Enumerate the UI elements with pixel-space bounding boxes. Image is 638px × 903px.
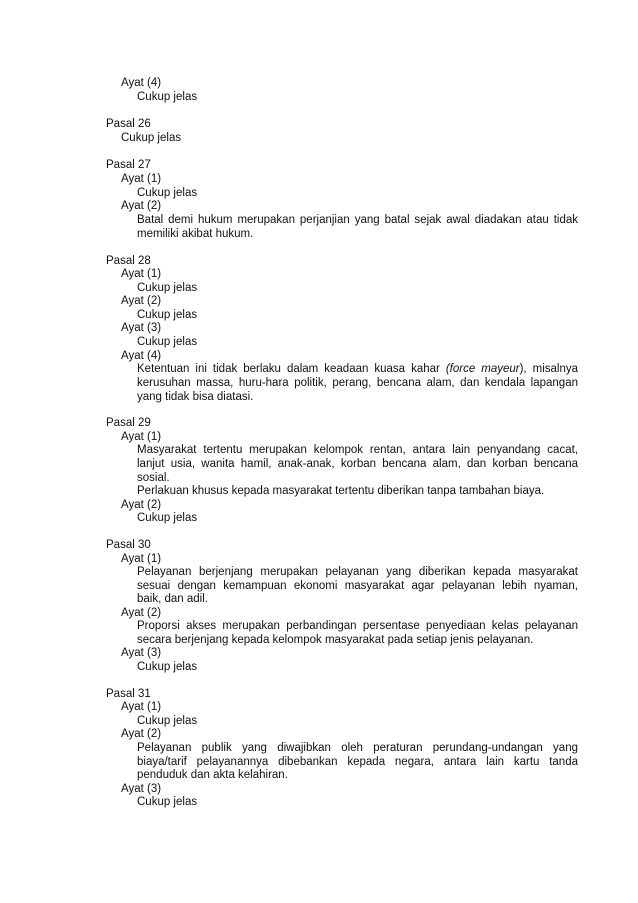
ayat-heading: Ayat (3) bbox=[121, 322, 162, 334]
ayat-text: Cukup jelas bbox=[137, 661, 198, 673]
pasal-text: Cukup jelas bbox=[121, 132, 182, 144]
text-segment: ), misalnya bbox=[519, 363, 578, 375]
ayat-text: Cukup jelas bbox=[137, 187, 198, 199]
ayat-text: Cukup jelas bbox=[137, 282, 198, 294]
pasal-heading: Pasal 30 bbox=[106, 539, 151, 551]
ayat-heading: Ayat (2) bbox=[121, 499, 162, 511]
ayat-heading: Ayat (2) bbox=[121, 728, 162, 740]
ayat-heading: Ayat (1) bbox=[121, 553, 162, 565]
ayat-heading: Ayat (2) bbox=[121, 200, 162, 212]
ayat-heading: Ayat (2) bbox=[121, 295, 162, 307]
ayat-text-line: baik, dan adil. bbox=[137, 593, 208, 605]
pasal-heading: Pasal 27 bbox=[106, 159, 151, 171]
ayat-text-line: penduduk dan akta kelahiran. bbox=[137, 769, 288, 781]
ayat-text-line: kerusuhan massa, huru-hara politik, perang, bencana alam, dan kendala lapangan bbox=[137, 377, 578, 389]
ayat-heading: Ayat (3) bbox=[121, 783, 162, 795]
pasal-heading: Pasal 31 bbox=[106, 688, 151, 700]
ayat-text-line: lanjut usia, wanita hamil, anak-anak, korban bencana alam, dan korban bencana bbox=[137, 458, 578, 470]
ayat-text: Cukup jelas bbox=[137, 512, 198, 524]
ayat-text-line: biaya/tarif pelayanannya dibebankan kepada negara, antara lain kartu tanda bbox=[137, 756, 578, 768]
italic-term: (force mayeur bbox=[445, 363, 520, 375]
ayat-text: Cukup jelas bbox=[137, 309, 198, 321]
ayat-text-line: secara berjenjang kepada kelompok masyarakat pada setiap jenis pelayanan. bbox=[137, 634, 534, 646]
ayat-text: Cukup jelas bbox=[137, 715, 198, 727]
ayat-heading: Ayat (2) bbox=[121, 607, 162, 619]
ayat-text: Cukup jelas bbox=[137, 336, 198, 348]
pasal-heading: Pasal 26 bbox=[106, 118, 151, 130]
ayat-text: Cukup jelas bbox=[137, 91, 198, 103]
ayat-heading: Ayat (4) bbox=[121, 350, 162, 362]
ayat-heading: Ayat (1) bbox=[121, 701, 162, 713]
ayat-text-line: Batal demi hukum merupakan perjanjian yang batal sejak awal diadakan atau tidak bbox=[137, 214, 578, 226]
pasal-heading: Pasal 28 bbox=[106, 255, 151, 267]
ayat-text-line: Pelayanan berjenjang merupakan pelayanan yang diberikan kepada masyarakat bbox=[137, 566, 578, 578]
ayat-heading: Ayat (1) bbox=[121, 431, 162, 443]
ayat-text-line: sesuai dengan kemampuan ekonomi masyarakat agar pelayanan lebih nyaman, bbox=[137, 580, 578, 592]
ayat-text-line bbox=[137, 362, 578, 376]
ayat-text-line: Perlakuan khusus kepada masyarakat tertentu diberikan tanpa tambahan biaya. bbox=[137, 485, 545, 497]
ayat-heading: Ayat (3) bbox=[121, 647, 162, 659]
ayat-heading: Ayat (1) bbox=[121, 173, 162, 185]
ayat-heading: Ayat (1) bbox=[121, 268, 162, 280]
ayat-heading: Ayat (4) bbox=[121, 77, 162, 89]
ayat-text-line: sosial. bbox=[137, 472, 170, 484]
text-segment: Ketentuan ini tidak berlaku dalam keadaan kuasa kahar bbox=[137, 363, 446, 375]
ayat-text-line: yang tidak bisa diatasi. bbox=[137, 391, 254, 403]
ayat-text: Cukup jelas bbox=[137, 796, 198, 808]
ayat-text-line: Pelayanan publik yang diwajibkan oleh peraturan perundang-undangan yang bbox=[137, 742, 578, 754]
pasal-heading: Pasal 29 bbox=[106, 417, 151, 429]
ayat-text-line: Masyarakat tertentu merupakan kelompok rentan, antara lain penyandang cacat, bbox=[137, 444, 578, 456]
ayat-text-line: memiliki akibat hukum. bbox=[137, 228, 254, 240]
ayat-text-line: Proporsi akses merupakan perbandingan persentase penyediaan kelas pelayanan bbox=[137, 620, 578, 632]
